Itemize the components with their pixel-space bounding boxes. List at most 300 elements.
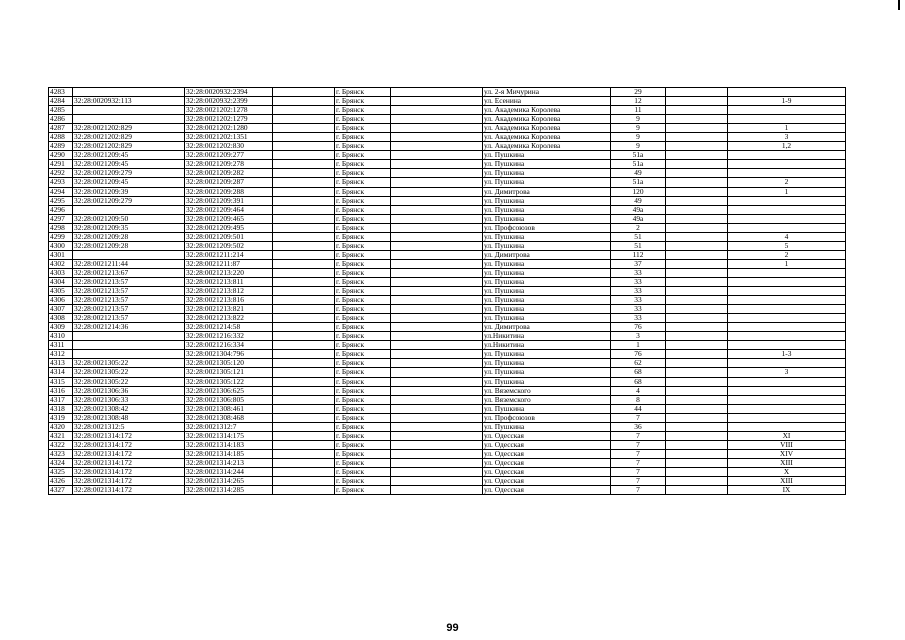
cell-apartment <box>728 404 846 413</box>
cell-street: ул. Пушкина <box>483 232 611 241</box>
cell-street: ул. Пушкина <box>483 422 611 431</box>
cell-blank-column-c <box>666 277 728 286</box>
table-row <box>49 196 846 205</box>
cell-parent-cadastral-number: 32:28:0021209:45 <box>73 178 185 187</box>
cell-parent-cadastral-number: 32:28:0021209:279 <box>73 169 185 178</box>
cell-blank-column-a <box>273 133 335 142</box>
cell-house-number: 1 <box>611 341 666 350</box>
cell-blank-column-b <box>391 124 483 133</box>
cell-apartment <box>728 88 846 97</box>
cell-blank-column-b <box>391 404 483 413</box>
cell-record-number: 4325 <box>49 467 73 476</box>
cell-blank-column-b <box>391 160 483 169</box>
cell-cadastral-number: 32:28:0021314:185 <box>185 449 273 458</box>
cell-blank-column-a <box>273 115 335 124</box>
cell-apartment <box>728 169 846 178</box>
cell-street: ул. Одесская <box>483 431 611 440</box>
cell-apartment <box>728 305 846 314</box>
cell-blank-column-c <box>666 359 728 368</box>
cell-apartment <box>728 386 846 395</box>
cell-blank-column-c <box>666 259 728 268</box>
cell-apartment <box>728 323 846 332</box>
cell-parent-cadastral-number: 32:28:0020932:113 <box>73 97 185 106</box>
cell-city: г. Брянск <box>335 223 391 232</box>
table-row <box>49 350 846 359</box>
cell-blank-column-b <box>391 467 483 476</box>
cell-street: ул. Димитрова <box>483 323 611 332</box>
table-row <box>49 133 846 142</box>
cell-blank-column-a <box>273 305 335 314</box>
cell-street: ул. Димитрова <box>483 187 611 196</box>
cell-apartment: 2 <box>728 178 846 187</box>
cell-parent-cadastral-number: 32:28:0021213:57 <box>73 296 185 305</box>
cell-parent-cadastral-number: 32:28:0021202:829 <box>73 124 185 133</box>
cell-apartment: 1 <box>728 124 846 133</box>
cell-record-number: 4306 <box>49 296 73 305</box>
cell-city: г. Брянск <box>335 422 391 431</box>
table-row <box>49 160 846 169</box>
cell-blank-column-a <box>273 106 335 115</box>
cell-blank-column-a <box>273 314 335 323</box>
cell-cadastral-number: 32:28:0021209:278 <box>185 160 273 169</box>
cell-apartment <box>728 205 846 214</box>
cell-blank-column-c <box>666 187 728 196</box>
cell-record-number: 4284 <box>49 97 73 106</box>
cell-city: г. Брянск <box>335 431 391 440</box>
cell-blank-column-b <box>391 449 483 458</box>
cell-parent-cadastral-number: 32:28:0021314:172 <box>73 467 185 476</box>
cell-blank-column-b <box>391 97 483 106</box>
table-row <box>49 486 846 495</box>
cell-blank-column-a <box>273 142 335 151</box>
cell-blank-column-b <box>391 395 483 404</box>
cell-street: ул. Одесская <box>483 467 611 476</box>
cell-city: г. Брянск <box>335 368 391 377</box>
cell-record-number: 4322 <box>49 440 73 449</box>
cell-city: г. Брянск <box>335 277 391 286</box>
cell-cadastral-number: 32:28:0021209:495 <box>185 223 273 232</box>
cell-parent-cadastral-number: 32:28:0021213:57 <box>73 287 185 296</box>
cell-parent-cadastral-number: 32:28:0021308:42 <box>73 404 185 413</box>
cell-city: г. Брянск <box>335 395 391 404</box>
cell-blank-column-b <box>391 223 483 232</box>
cell-blank-column-c <box>666 368 728 377</box>
cell-blank-column-a <box>273 277 335 286</box>
cell-blank-column-c <box>666 268 728 277</box>
cell-blank-column-c <box>666 160 728 169</box>
cell-cadastral-number: 32:28:0021308:461 <box>185 404 273 413</box>
cell-blank-column-a <box>273 88 335 97</box>
cell-cadastral-number: 32:28:0021209:502 <box>185 241 273 250</box>
cell-blank-column-b <box>391 151 483 160</box>
cell-blank-column-a <box>273 449 335 458</box>
cell-house-number: 76 <box>611 323 666 332</box>
cell-blank-column-a <box>273 431 335 440</box>
cell-city: г. Брянск <box>335 187 391 196</box>
cell-blank-column-b <box>391 88 483 97</box>
cell-cadastral-number: 32:28:0021213:220 <box>185 268 273 277</box>
cell-blank-column-b <box>391 413 483 422</box>
cell-house-number: 7 <box>611 440 666 449</box>
cell-parent-cadastral-number: 32:28:0021305:22 <box>73 377 185 386</box>
cell-blank-column-a <box>273 223 335 232</box>
cell-apartment <box>728 268 846 277</box>
cell-blank-column-b <box>391 368 483 377</box>
table-row <box>49 115 846 124</box>
cell-blank-column-a <box>273 178 335 187</box>
cell-city: г. Брянск <box>335 332 391 341</box>
cell-house-number: 49а <box>611 214 666 223</box>
cell-parent-cadastral-number <box>73 250 185 259</box>
cell-city: г. Брянск <box>335 133 391 142</box>
cell-cadastral-number: 32:28:0021304:796 <box>185 350 273 359</box>
cell-cadastral-number: 32:28:0021312:7 <box>185 422 273 431</box>
cell-city: г. Брянск <box>335 440 391 449</box>
cell-city: г. Брянск <box>335 115 391 124</box>
cell-house-number: 3 <box>611 332 666 341</box>
cell-house-number: 49 <box>611 196 666 205</box>
cell-cadastral-number: 32:28:0021314:265 <box>185 477 273 486</box>
cell-cadastral-number: 32:28:0021209:465 <box>185 214 273 223</box>
cell-street: ул. Одесская <box>483 440 611 449</box>
cell-blank-column-a <box>273 377 335 386</box>
table-row <box>49 223 846 232</box>
cell-house-number: 9 <box>611 142 666 151</box>
cell-blank-column-a <box>273 440 335 449</box>
cell-apartment: IX <box>728 486 846 495</box>
table-row <box>49 142 846 151</box>
cell-blank-column-c <box>666 386 728 395</box>
cell-street: ул. Вяземского <box>483 386 611 395</box>
cell-blank-column-a <box>273 413 335 422</box>
cell-record-number: 4315 <box>49 377 73 386</box>
cell-record-number: 4305 <box>49 287 73 296</box>
cell-blank-column-b <box>391 178 483 187</box>
cell-blank-column-b <box>391 458 483 467</box>
cell-record-number: 4288 <box>49 133 73 142</box>
cell-street: ул. Профсоюзов <box>483 413 611 422</box>
cell-city: г. Брянск <box>335 106 391 115</box>
cell-record-number: 4297 <box>49 214 73 223</box>
table-row <box>49 259 846 268</box>
cell-city: г. Брянск <box>335 350 391 359</box>
cell-house-number: 68 <box>611 377 666 386</box>
cell-house-number: 12 <box>611 97 666 106</box>
cell-house-number: 7 <box>611 467 666 476</box>
cell-city: г. Брянск <box>335 169 391 178</box>
cell-city: г. Брянск <box>335 359 391 368</box>
cell-street: ул. Академика Королева <box>483 115 611 124</box>
cell-record-number: 4291 <box>49 160 73 169</box>
cell-cadastral-number: 32:28:0021305:122 <box>185 377 273 386</box>
cell-blank-column-c <box>666 241 728 250</box>
cell-street: ул. Пушкина <box>483 169 611 178</box>
cell-city: г. Брянск <box>335 250 391 259</box>
cell-house-number: 7 <box>611 486 666 495</box>
cell-street: ул.Никитина <box>483 341 611 350</box>
cell-apartment: X <box>728 467 846 476</box>
cell-street: ул. Пушкина <box>483 160 611 169</box>
cell-record-number: 4318 <box>49 404 73 413</box>
cell-apartment: 2 <box>728 250 846 259</box>
cell-cadastral-number: 32:28:0021305:120 <box>185 359 273 368</box>
cell-cadastral-number: 32:28:0020932:2394 <box>185 88 273 97</box>
cell-blank-column-a <box>273 97 335 106</box>
cell-house-number: 7 <box>611 431 666 440</box>
cell-city: г. Брянск <box>335 241 391 250</box>
cell-house-number: 8 <box>611 395 666 404</box>
cell-city: г. Брянск <box>335 467 391 476</box>
cell-blank-column-c <box>666 323 728 332</box>
cell-house-number: 33 <box>611 314 666 323</box>
table-row <box>49 477 846 486</box>
cell-blank-column-b <box>391 169 483 178</box>
cell-blank-column-a <box>273 368 335 377</box>
cell-blank-column-c <box>666 232 728 241</box>
cell-city: г. Брянск <box>335 477 391 486</box>
cell-street: ул. Пушкина <box>483 359 611 368</box>
cell-blank-column-b <box>391 477 483 486</box>
cell-cadastral-number: 32:28:0021314:175 <box>185 431 273 440</box>
table-row <box>49 277 846 286</box>
cell-parent-cadastral-number: 32:28:0021209:28 <box>73 232 185 241</box>
cell-record-number: 4294 <box>49 187 73 196</box>
cell-record-number: 4307 <box>49 305 73 314</box>
cell-record-number: 4285 <box>49 106 73 115</box>
cell-blank-column-b <box>391 305 483 314</box>
cell-house-number: 76 <box>611 350 666 359</box>
cell-blank-column-c <box>666 477 728 486</box>
table-row <box>49 296 846 305</box>
cell-cadastral-number: 32:28:0021202:1351 <box>185 133 273 142</box>
cell-parent-cadastral-number: 32:28:0021211:44 <box>73 259 185 268</box>
cell-apartment: 1,2 <box>728 142 846 151</box>
cell-record-number: 4302 <box>49 259 73 268</box>
table-row <box>49 440 846 449</box>
cell-blank-column-b <box>391 241 483 250</box>
cell-cadastral-number: 32:28:0021216:334 <box>185 341 273 350</box>
cell-blank-column-b <box>391 187 483 196</box>
cell-record-number: 4327 <box>49 486 73 495</box>
cell-parent-cadastral-number <box>73 350 185 359</box>
cell-record-number: 4317 <box>49 395 73 404</box>
cell-blank-column-c <box>666 223 728 232</box>
cell-city: г. Брянск <box>335 314 391 323</box>
cell-house-number: 33 <box>611 268 666 277</box>
cell-cadastral-number: 32:28:0021213:816 <box>185 296 273 305</box>
cell-blank-column-c <box>666 350 728 359</box>
cell-cadastral-number: 32:28:0021314:213 <box>185 458 273 467</box>
cell-city: г. Брянск <box>335 97 391 106</box>
cell-blank-column-c <box>666 196 728 205</box>
table-row <box>49 169 846 178</box>
table-row <box>49 467 846 476</box>
cell-blank-column-c <box>666 97 728 106</box>
cell-street: ул. Димитрова <box>483 250 611 259</box>
cell-cadastral-number: 32:28:0021209:287 <box>185 178 273 187</box>
table-row <box>49 187 846 196</box>
cell-cadastral-number: 32:28:0021202:1279 <box>185 115 273 124</box>
table-row <box>49 241 846 250</box>
cell-city: г. Брянск <box>335 259 391 268</box>
cell-record-number: 4286 <box>49 115 73 124</box>
cell-apartment <box>728 332 846 341</box>
cell-blank-column-c <box>666 115 728 124</box>
cell-city: г. Брянск <box>335 196 391 205</box>
cell-apartment: 4 <box>728 232 846 241</box>
cell-parent-cadastral-number: 32:28:0021213:57 <box>73 277 185 286</box>
cell-blank-column-b <box>391 232 483 241</box>
cell-blank-column-b <box>391 341 483 350</box>
cell-cadastral-number: 32:28:0021213:812 <box>185 287 273 296</box>
cell-blank-column-a <box>273 241 335 250</box>
cell-street: ул. Одесская <box>483 477 611 486</box>
cell-blank-column-b <box>391 214 483 223</box>
table-row <box>49 368 846 377</box>
cell-blank-column-c <box>666 296 728 305</box>
cell-house-number: 112 <box>611 250 666 259</box>
table-row <box>49 97 846 106</box>
cell-record-number: 4301 <box>49 250 73 259</box>
cell-city: г. Брянск <box>335 305 391 314</box>
cell-record-number: 4320 <box>49 422 73 431</box>
cell-blank-column-c <box>666 106 728 115</box>
cell-city: г. Брянск <box>335 232 391 241</box>
table-row <box>49 431 846 440</box>
cell-blank-column-a <box>273 160 335 169</box>
cell-parent-cadastral-number: 32:28:0021202:829 <box>73 142 185 151</box>
cell-parent-cadastral-number <box>73 115 185 124</box>
cell-apartment <box>728 196 846 205</box>
cell-city: г. Брянск <box>335 178 391 187</box>
cell-street: ул. Пушкина <box>483 296 611 305</box>
cell-cadastral-number: 32:28:0021305:121 <box>185 368 273 377</box>
cell-blank-column-b <box>391 431 483 440</box>
cell-house-number: 11 <box>611 106 666 115</box>
cell-house-number: 51а <box>611 178 666 187</box>
cell-house-number: 120 <box>611 187 666 196</box>
cell-blank-column-c <box>666 305 728 314</box>
cell-street: ул. Пушкина <box>483 214 611 223</box>
cell-cadastral-number: 32:28:0021202:1278 <box>185 106 273 115</box>
table-row <box>49 458 846 467</box>
cell-blank-column-b <box>391 259 483 268</box>
cell-street: ул. Профсоюзов <box>483 223 611 232</box>
cell-blank-column-b <box>391 287 483 296</box>
cell-record-number: 4290 <box>49 151 73 160</box>
cell-city: г. Брянск <box>335 214 391 223</box>
cell-blank-column-c <box>666 440 728 449</box>
cell-apartment: XIV <box>728 449 846 458</box>
cell-house-number: 33 <box>611 296 666 305</box>
cell-parent-cadastral-number: 32:28:0021314:172 <box>73 486 185 495</box>
cell-apartment: 3 <box>728 133 846 142</box>
cell-apartment <box>728 106 846 115</box>
table-row <box>49 287 846 296</box>
cell-street: ул. Пушкина <box>483 151 611 160</box>
cell-city: г. Брянск <box>335 341 391 350</box>
cell-parent-cadastral-number <box>73 88 185 97</box>
cell-blank-column-c <box>666 467 728 476</box>
cell-apartment: XIII <box>728 477 846 486</box>
cell-blank-column-c <box>666 205 728 214</box>
cell-apartment <box>728 277 846 286</box>
cell-blank-column-a <box>273 486 335 495</box>
cell-parent-cadastral-number <box>73 341 185 350</box>
cell-apartment <box>728 395 846 404</box>
cell-blank-column-b <box>391 268 483 277</box>
cell-blank-column-b <box>391 440 483 449</box>
table-row <box>49 377 846 386</box>
cell-blank-column-b <box>391 377 483 386</box>
cell-apartment: XI <box>728 431 846 440</box>
cell-blank-column-a <box>273 350 335 359</box>
cell-house-number: 51а <box>611 160 666 169</box>
cell-street: ул. Одесская <box>483 486 611 495</box>
cell-city: г. Брянск <box>335 142 391 151</box>
cell-blank-column-c <box>666 124 728 133</box>
cell-street: ул. Одесская <box>483 449 611 458</box>
cell-street: ул. Вяземского <box>483 395 611 404</box>
cell-blank-column-a <box>273 359 335 368</box>
table-row <box>49 124 846 133</box>
table-row <box>49 178 846 187</box>
cell-street: ул. Одесская <box>483 458 611 467</box>
cell-blank-column-b <box>391 115 483 124</box>
cell-street: ул. Пушкина <box>483 314 611 323</box>
cell-blank-column-c <box>666 314 728 323</box>
cell-apartment <box>728 223 846 232</box>
cell-cadastral-number: 32:28:0021202:1280 <box>185 124 273 133</box>
cell-record-number: 4303 <box>49 268 73 277</box>
cell-parent-cadastral-number: 32:28:0021306:36 <box>73 386 185 395</box>
cell-city: г. Брянск <box>335 151 391 160</box>
cell-apartment <box>728 214 846 223</box>
cell-blank-column-a <box>273 332 335 341</box>
cell-cadastral-number: 32:28:0021209:282 <box>185 169 273 178</box>
cell-cadastral-number: 32:28:0021314:285 <box>185 486 273 495</box>
table-row <box>49 205 846 214</box>
cell-record-number: 4309 <box>49 323 73 332</box>
cell-parent-cadastral-number: 32:28:0021308:48 <box>73 413 185 422</box>
cell-cadastral-number: 32:28:0021202:830 <box>185 142 273 151</box>
cell-parent-cadastral-number: 32:28:0021209:45 <box>73 160 185 169</box>
cell-street: ул. Академика Королева <box>483 124 611 133</box>
cell-street: ул. Пушкина <box>483 368 611 377</box>
cell-record-number: 4283 <box>49 88 73 97</box>
table-row <box>49 404 846 413</box>
cell-house-number: 51 <box>611 232 666 241</box>
cell-house-number: 33 <box>611 287 666 296</box>
cell-record-number: 4326 <box>49 477 73 486</box>
cell-blank-column-c <box>666 458 728 467</box>
cell-cadastral-number: 32:28:0021306:805 <box>185 395 273 404</box>
cell-parent-cadastral-number: 32:28:0021209:39 <box>73 187 185 196</box>
cell-record-number: 4295 <box>49 196 73 205</box>
table-row <box>49 268 846 277</box>
cell-blank-column-a <box>273 268 335 277</box>
cell-blank-column-c <box>666 142 728 151</box>
cell-blank-column-b <box>391 205 483 214</box>
cell-street: ул. Есенина <box>483 97 611 106</box>
cell-blank-column-a <box>273 205 335 214</box>
cell-house-number: 33 <box>611 305 666 314</box>
cell-blank-column-c <box>666 133 728 142</box>
table-row <box>49 314 846 323</box>
cell-house-number: 7 <box>611 458 666 467</box>
cell-cadastral-number: 32:28:0020932:2399 <box>185 97 273 106</box>
cell-city: г. Брянск <box>335 160 391 169</box>
